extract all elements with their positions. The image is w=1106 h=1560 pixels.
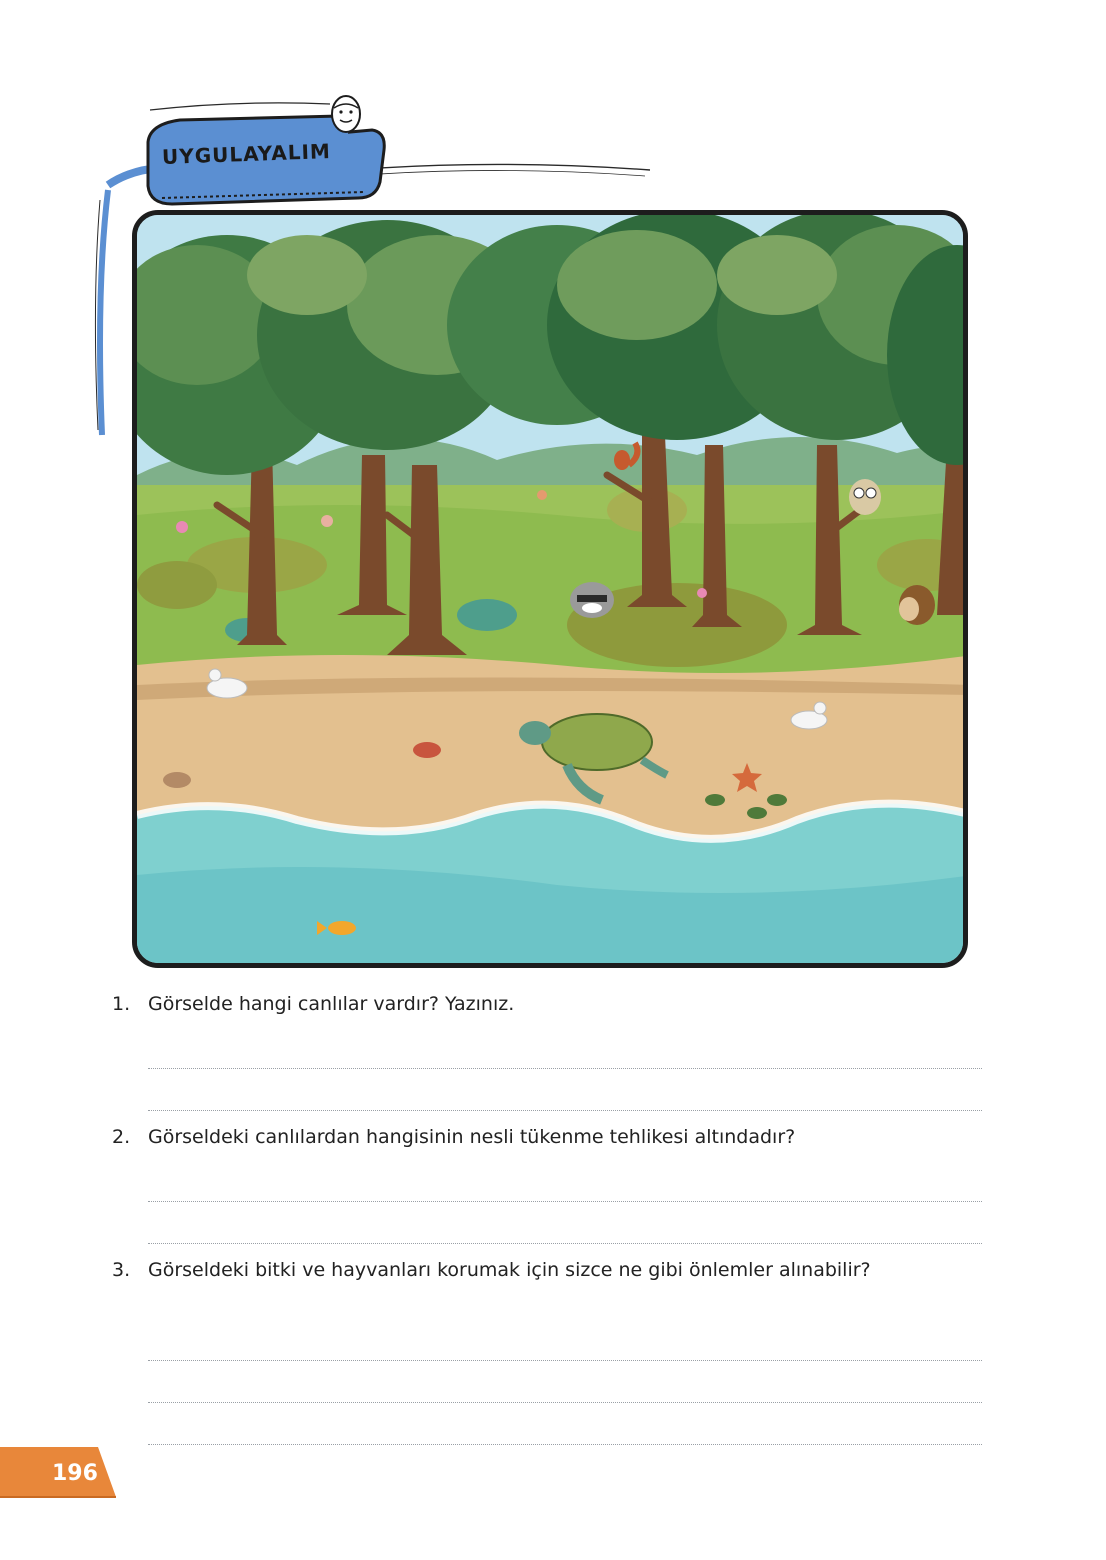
answer-line[interactable] bbox=[148, 1068, 982, 1069]
question-1 bbox=[112, 993, 514, 1015]
question-text: Görselde hangi canlılar vardır? Yazınız. bbox=[148, 993, 515, 1015]
mascot-icon bbox=[332, 96, 360, 132]
section-title: UYGULAYALIM bbox=[161, 139, 332, 169]
question-text: Görseldeki canlılardan hangisinin nesli tükenme tehlikesi altındadır? bbox=[148, 1126, 796, 1148]
question-2 bbox=[112, 1126, 795, 1148]
answer-line[interactable] bbox=[148, 1110, 982, 1111]
question-text: Görseldeki bitki ve hayvanları korumak için sizce ne gibi önlemler alınabilir? bbox=[148, 1259, 871, 1281]
forest-beach-scene bbox=[137, 215, 968, 968]
question-number: 2. bbox=[112, 1126, 131, 1148]
answer-line[interactable] bbox=[148, 1243, 982, 1244]
question-3 bbox=[112, 1259, 871, 1281]
page-number: 196 bbox=[52, 1461, 98, 1486]
hedgehog-icon bbox=[899, 585, 935, 625]
owl-icon bbox=[849, 479, 881, 515]
answer-line[interactable] bbox=[148, 1201, 982, 1202]
nature-illustration bbox=[132, 210, 968, 968]
answer-line[interactable] bbox=[148, 1402, 982, 1403]
question-number: 3. bbox=[112, 1259, 131, 1281]
answer-line[interactable] bbox=[148, 1444, 982, 1445]
raccoon-icon bbox=[570, 582, 614, 618]
answer-line[interactable] bbox=[148, 1360, 982, 1361]
question-number: 1. bbox=[112, 993, 131, 1015]
